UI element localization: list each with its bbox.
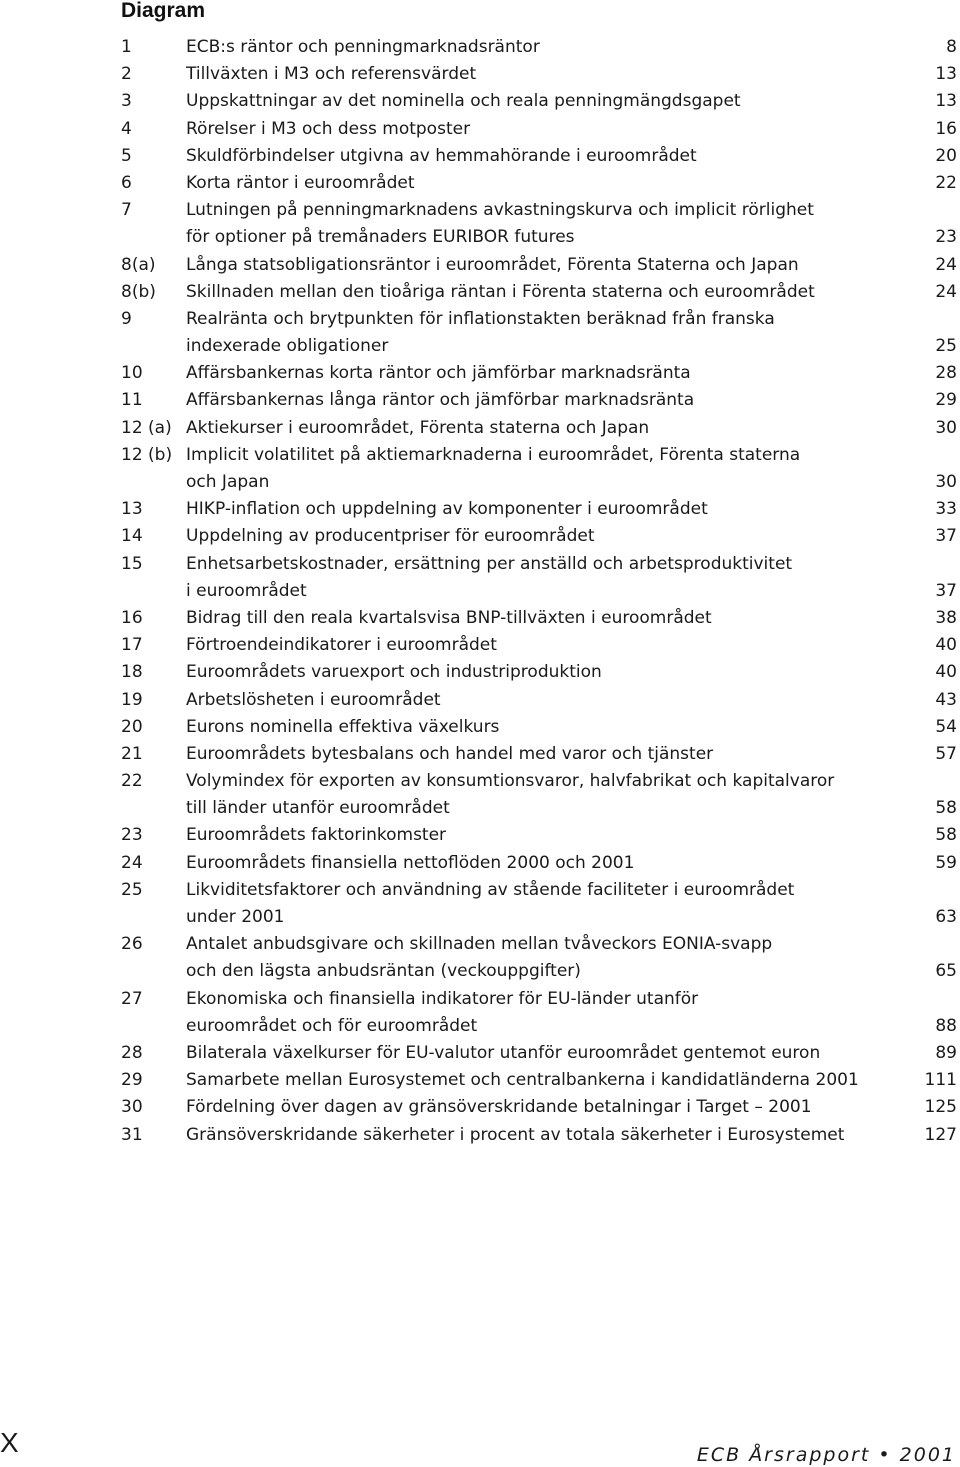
item-number: 3 — [121, 91, 132, 112]
item-titles — [186, 360, 957, 387]
list-item — [121, 687, 957, 714]
item-title: Långa statsobligationsräntor i euroområdet, Förenta Staterna och Japan — [186, 254, 799, 275]
item-title: Förtroendeindikatorer i euroområdet — [186, 635, 497, 656]
item-number: 31 — [121, 1124, 143, 1145]
item-line — [186, 1013, 957, 1040]
item-number: 13 — [121, 499, 143, 520]
item-line — [186, 551, 957, 578]
page-ref: 88 — [935, 1015, 957, 1036]
item-title: i euroområdet — [186, 580, 307, 601]
item-line — [186, 578, 957, 605]
item-title: under 2001 — [186, 907, 285, 927]
list-item — [121, 306, 957, 360]
item-title: Implicit volatilitet på aktiemarknaderna i euroområdet, Förenta staterna — [186, 444, 801, 465]
item-line — [186, 1040, 957, 1067]
item-titles — [186, 415, 957, 442]
list-item — [121, 850, 957, 877]
item-line — [186, 659, 957, 686]
page-ref: 58 — [935, 825, 957, 846]
item-number: 16 — [121, 607, 143, 628]
item-title: Bilaterala växelkurser för EU-valutor utanför euroområdet gentemot euron — [186, 1042, 821, 1063]
item-number: 10 — [121, 363, 143, 384]
item-title: Gränsöverskridande säkerheter i procent av totala säkerheter i Eurosystemet — [186, 1124, 845, 1145]
page-ref: 43 — [935, 689, 957, 710]
item-title: indexerade obligationer — [186, 336, 389, 357]
item-title: och Japan — [186, 472, 270, 492]
page-ref: 89 — [935, 1042, 957, 1063]
list-item — [121, 632, 957, 659]
item-title: Aktiekurser i euroområdet, Förenta staterna och Japan — [186, 417, 650, 438]
item-line — [186, 1094, 957, 1121]
item-line — [186, 469, 957, 496]
item-titles — [186, 605, 957, 632]
item-line — [186, 958, 957, 985]
item-number: 4 — [121, 118, 132, 139]
item-titles — [186, 1067, 957, 1094]
page-ref: 65 — [935, 961, 957, 982]
page-number: X — [0, 1427, 19, 1458]
list-item — [121, 61, 957, 88]
item-number: 24 — [121, 852, 143, 873]
page-ref: 29 — [935, 390, 957, 411]
item-title: Realränta och brytpunkten för inflationstakten beräknad från franska — [186, 308, 775, 329]
item-titles — [186, 61, 957, 88]
list-item — [121, 197, 957, 251]
page-ref: 16 — [935, 118, 957, 139]
item-title: till länder utanför euroområdet — [186, 798, 450, 819]
list-item — [121, 34, 957, 61]
item-title: Lutningen på penningmarknadens avkastningskurva och implicit rörlighet — [186, 200, 814, 221]
item-titles — [186, 143, 957, 170]
item-title: Euroområdets varuexport och industriproduktion — [186, 662, 602, 683]
item-titles — [186, 306, 957, 360]
item-line — [186, 931, 957, 958]
page-ref: 28 — [935, 363, 957, 384]
item-number: 29 — [121, 1070, 143, 1091]
item-number: 8(a) — [121, 254, 156, 275]
item-title: och den lägsta anbudsräntan (veckouppgifter) — [186, 961, 581, 982]
item-titles — [186, 714, 957, 741]
item-title: Bidrag till den reala kvartalsvisa BNP-tillväxten i euroområdet — [186, 607, 712, 628]
item-line — [186, 1067, 957, 1094]
item-number: 21 — [121, 743, 143, 764]
item-titles — [186, 197, 957, 251]
list-item — [121, 1122, 957, 1149]
item-number: 27 — [121, 988, 143, 1009]
page-ref: 30 — [935, 417, 957, 438]
list-item — [121, 714, 957, 741]
diagram-list — [121, 34, 957, 1149]
item-number: 28 — [121, 1042, 143, 1063]
page-ref: 63 — [935, 907, 957, 927]
list-item — [121, 551, 957, 605]
list-item — [121, 659, 957, 686]
item-line — [186, 795, 957, 822]
item-titles — [186, 442, 957, 496]
page-ref: 54 — [935, 716, 957, 737]
item-titles — [186, 551, 957, 605]
item-line — [186, 687, 957, 714]
item-number: 14 — [121, 526, 143, 547]
item-line — [186, 850, 957, 877]
page-ref: 25 — [935, 336, 957, 357]
item-titles — [186, 632, 957, 659]
item-title: HIKP-inflation och uppdelning av komponenter i euroområdet — [186, 499, 708, 520]
item-titles — [186, 170, 957, 197]
item-line — [186, 116, 957, 143]
item-line — [186, 279, 957, 306]
item-number: 12 (a) — [121, 417, 172, 438]
item-titles — [186, 1040, 957, 1067]
page-ref: 57 — [935, 743, 957, 764]
item-titles — [186, 34, 957, 61]
item-title: Euroområdets finansiella nettoflöden 2000 och 2001 — [186, 852, 635, 873]
page-ref: 40 — [935, 662, 957, 683]
list-item — [121, 88, 957, 115]
item-titles — [186, 88, 957, 115]
page-ref: 111 — [924, 1070, 957, 1091]
item-title: euroområdet och för euroområdet — [186, 1015, 478, 1036]
item-titles — [186, 741, 957, 768]
page-ref: 58 — [935, 798, 957, 819]
item-title: Tillväxten i M3 och referensvärdet — [186, 64, 477, 85]
item-titles — [186, 877, 957, 931]
list-item — [121, 143, 957, 170]
item-title: Uppskattningar av det nominella och reala penningmängdsgapet — [186, 91, 741, 112]
item-line — [186, 496, 957, 523]
list-item — [121, 360, 957, 387]
page-title: Diagram — [121, 0, 206, 22]
item-titles — [186, 768, 957, 822]
list-item — [121, 279, 957, 306]
item-line — [186, 632, 957, 659]
item-line — [186, 360, 957, 387]
item-line — [186, 986, 957, 1013]
item-number: 5 — [121, 145, 132, 166]
item-number: 19 — [121, 689, 143, 710]
item-line — [186, 523, 957, 550]
item-title: Skillnaden mellan den tioåriga räntan i Förenta staterna och euroområdet — [186, 281, 815, 302]
list-item — [121, 170, 957, 197]
page-ref: 59 — [935, 852, 957, 873]
item-title: Samarbete mellan Eurosystemet och centralbankerna i kandidatländerna 2001 — [186, 1070, 859, 1091]
item-number: 15 — [121, 553, 143, 574]
item-number: 20 — [121, 716, 143, 737]
list-item — [121, 877, 957, 931]
list-item — [121, 986, 957, 1040]
item-title: Skuldförbindelser utgivna av hemmahörande i euroområdet — [186, 145, 697, 166]
page-ref: 40 — [935, 635, 957, 656]
item-title: Likviditetsfaktorer och användning av stående faciliteter i euroområdet — [186, 879, 795, 900]
item-titles — [186, 850, 957, 877]
page-ref: 37 — [935, 526, 957, 547]
item-title: Eurons nominella effektiva växelkurs — [186, 716, 500, 737]
list-item — [121, 252, 957, 279]
item-line — [186, 34, 957, 61]
item-number: 7 — [121, 200, 132, 221]
item-number: 12 (b) — [121, 444, 173, 465]
page-ref: 20 — [935, 145, 957, 166]
item-number: 30 — [121, 1097, 143, 1118]
page-ref: 23 — [935, 227, 957, 248]
list-item — [121, 1094, 957, 1121]
list-item — [121, 1067, 957, 1094]
item-title: för optioner på tremånaders EURIBOR futures — [186, 227, 575, 248]
item-number: 9 — [121, 308, 132, 329]
item-titles — [186, 687, 957, 714]
list-item — [121, 931, 957, 985]
list-item — [121, 523, 957, 550]
item-title: Korta räntor i euroområdet — [186, 172, 415, 193]
item-titles — [186, 931, 957, 985]
item-title: Affärsbankernas korta räntor och jämförbar marknadsränta — [186, 363, 691, 384]
page-ref: 37 — [935, 580, 957, 601]
item-number: 26 — [121, 934, 143, 955]
page-ref: 13 — [935, 64, 957, 85]
item-titles — [186, 1122, 957, 1149]
item-titles — [186, 523, 957, 550]
item-number: 6 — [121, 172, 132, 193]
page-ref: 30 — [935, 472, 957, 492]
list-item — [121, 822, 957, 849]
item-line — [186, 143, 957, 170]
item-titles — [186, 252, 957, 279]
list-item — [121, 415, 957, 442]
item-titles — [186, 659, 957, 686]
list-item — [121, 605, 957, 632]
item-title: Rörelser i M3 och dess motposter — [186, 118, 471, 139]
item-title: Antalet anbudsgivare och skillnaden mellan tvåveckors EONIA-svapp — [186, 934, 773, 955]
page-ref: 33 — [935, 499, 957, 520]
list-item — [121, 768, 957, 822]
item-titles — [186, 496, 957, 523]
item-titles — [186, 822, 957, 849]
list-item — [121, 387, 957, 414]
item-line — [186, 306, 957, 333]
page-ref: 22 — [935, 172, 957, 193]
item-number: 25 — [121, 879, 143, 900]
item-title: Fördelning över dagen av gränsöverskridande betalningar i Target – 2001 — [186, 1097, 812, 1118]
item-line — [186, 224, 957, 251]
item-line — [186, 387, 957, 414]
item-number: 17 — [121, 635, 143, 656]
item-line — [186, 333, 957, 360]
item-number: 22 — [121, 771, 143, 792]
item-line — [186, 252, 957, 279]
list-item — [121, 116, 957, 143]
page-ref: 24 — [935, 281, 957, 302]
item-line — [186, 170, 957, 197]
item-title: Arbetslösheten i euroområdet — [186, 689, 441, 710]
item-line — [186, 714, 957, 741]
item-line — [186, 605, 957, 632]
page-ref: 127 — [924, 1124, 957, 1145]
item-title: Euroområdets bytesbalans och handel med varor och tjänster — [186, 743, 714, 764]
list-item — [121, 741, 957, 768]
list-item — [121, 496, 957, 523]
item-titles — [186, 986, 957, 1040]
item-title: Enhetsarbetskostnader, ersättning per anställd och arbetsproduktivitet — [186, 553, 793, 574]
item-number: 8(b) — [121, 281, 156, 302]
item-line — [186, 442, 957, 469]
item-title: Volymindex för exporten av konsumtionsvaror, halvfabrikat och kapitalvaror — [186, 771, 835, 792]
item-line — [186, 877, 957, 904]
page-ref: 13 — [935, 91, 957, 112]
item-titles — [186, 116, 957, 143]
item-line — [186, 904, 957, 931]
item-title: ECB:s räntor och penningmarknadsräntor — [186, 37, 540, 57]
item-titles — [186, 1094, 957, 1121]
item-line — [186, 61, 957, 88]
item-title: Ekonomiska och finansiella indikatorer för EU-länder utanför — [186, 988, 699, 1009]
page-ref: 8 — [946, 37, 957, 57]
list-item — [121, 1040, 957, 1067]
item-line — [186, 197, 957, 224]
item-number: 18 — [121, 662, 143, 683]
item-number: 11 — [121, 390, 143, 411]
item-title: Affärsbankernas långa räntor och jämförbar marknadsränta — [186, 390, 695, 411]
list-item — [121, 442, 957, 496]
publication-footer: ECB Årsrapport • 2001 — [696, 1444, 956, 1466]
item-line — [186, 768, 957, 795]
page-ref: 24 — [935, 254, 957, 275]
page-ref: 38 — [935, 607, 957, 628]
item-title: Uppdelning av producentpriser för euroområdet — [186, 526, 595, 547]
item-titles — [186, 387, 957, 414]
item-title: Euroområdets faktorinkomster — [186, 825, 447, 846]
item-line — [186, 88, 957, 115]
item-titles — [186, 279, 957, 306]
item-line — [186, 415, 957, 442]
item-line — [186, 741, 957, 768]
page-ref: 125 — [924, 1097, 957, 1118]
item-line — [186, 822, 957, 849]
item-line — [186, 1122, 957, 1149]
item-number: 23 — [121, 825, 143, 846]
item-number: 2 — [121, 64, 132, 85]
item-number: 1 — [121, 37, 132, 57]
